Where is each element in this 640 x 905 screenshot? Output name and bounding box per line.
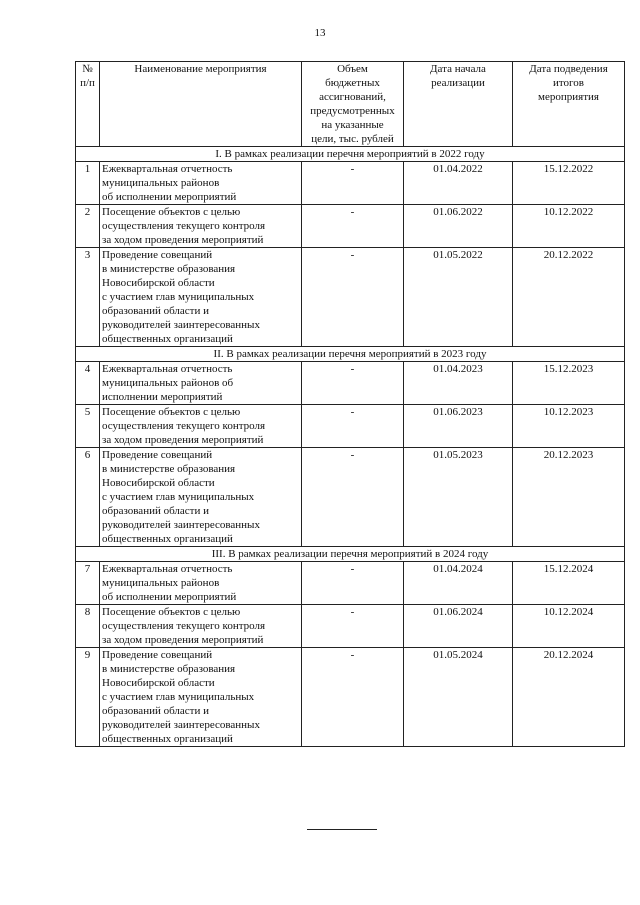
row-number: 2 <box>76 205 100 248</box>
row-number: 9 <box>76 648 100 747</box>
section-row <box>76 347 625 362</box>
table-row <box>76 448 625 547</box>
event-name: Ежеквартальная отчетность муниципальных районов об исполнении мероприятий <box>100 562 302 605</box>
budget-value: - <box>302 205 404 248</box>
table-body <box>76 147 625 747</box>
event-name: Посещение объектов с целью осуществления текущего контроля за ходом проведения мероприятий <box>100 405 302 448</box>
header-budget: Объем бюджетных ассигнований, предусмотренных на указанные цели, тыс. рублей <box>302 62 404 147</box>
row-number: 6 <box>76 448 100 547</box>
header-start-date: Дата начала реализации <box>404 62 513 147</box>
event-name: Посещение объектов с целью осуществления текущего контроля за ходом проведения мероприятий <box>100 605 302 648</box>
end-date: 10.12.2023 <box>513 405 625 448</box>
table-row <box>76 605 625 648</box>
table-row <box>76 162 625 205</box>
budget-value: - <box>302 248 404 347</box>
start-date: 01.05.2022 <box>404 248 513 347</box>
budget-value: - <box>302 648 404 747</box>
event-name: Ежеквартальная отчетность муниципальных районов об исполнении мероприятий <box>100 362 302 405</box>
end-date: 20.12.2023 <box>513 448 625 547</box>
end-date: 10.12.2024 <box>513 605 625 648</box>
header-end-date: Дата подведения итогов мероприятия <box>513 62 625 147</box>
header-num: № п/п <box>76 62 100 147</box>
section-title: I. В рамках реализации перечня мероприятий в 2022 году <box>76 147 625 162</box>
row-number: 5 <box>76 405 100 448</box>
end-date: 15.12.2022 <box>513 162 625 205</box>
event-name: Проведение совещаний в министерстве образования Новосибирской области с участием глав муниципальных образований области и руководителей заинтересованных общественных организаций <box>100 248 302 347</box>
table-row <box>76 562 625 605</box>
section-row <box>76 147 625 162</box>
table-header-row <box>76 62 625 147</box>
page-number: 13 <box>314 27 326 39</box>
start-date: 01.04.2024 <box>404 562 513 605</box>
end-date: 15.12.2023 <box>513 362 625 405</box>
event-name: Проведение совещаний в министерстве образования Новосибирской области с участием глав муниципальных образований области и руководителей заинтересованных общественных организаций <box>100 448 302 547</box>
start-date: 01.04.2022 <box>404 162 513 205</box>
table-row <box>76 648 625 747</box>
section-title: II. В рамках реализации перечня мероприятий в 2023 году <box>76 347 625 362</box>
budget-value: - <box>302 448 404 547</box>
start-date: 01.06.2024 <box>404 605 513 648</box>
table-row <box>76 205 625 248</box>
table-row <box>76 248 625 347</box>
end-date: 20.12.2024 <box>513 648 625 747</box>
footer-divider <box>307 829 377 830</box>
header-name: Наименование мероприятия <box>100 62 302 147</box>
start-date: 01.05.2024 <box>404 648 513 747</box>
budget-value: - <box>302 162 404 205</box>
budget-value: - <box>302 605 404 648</box>
table-row <box>76 405 625 448</box>
event-name: Проведение совещаний в министерстве образования Новосибирской области с участием глав муниципальных образований области и руководителей заинтересованных общественных организаций <box>100 648 302 747</box>
table-row <box>76 362 625 405</box>
start-date: 01.06.2022 <box>404 205 513 248</box>
event-name: Ежеквартальная отчетность муниципальных районов об исполнении мероприятий <box>100 162 302 205</box>
budget-value: - <box>302 405 404 448</box>
budget-value: - <box>302 362 404 405</box>
row-number: 1 <box>76 162 100 205</box>
start-date: 01.06.2023 <box>404 405 513 448</box>
end-date: 20.12.2022 <box>513 248 625 347</box>
end-date: 15.12.2024 <box>513 562 625 605</box>
end-date: 10.12.2022 <box>513 205 625 248</box>
row-number: 4 <box>76 362 100 405</box>
row-number: 8 <box>76 605 100 648</box>
start-date: 01.05.2023 <box>404 448 513 547</box>
row-number: 3 <box>76 248 100 347</box>
start-date: 01.04.2023 <box>404 362 513 405</box>
events-table <box>75 61 625 747</box>
event-name: Посещение объектов с целью осуществления текущего контроля за ходом проведения мероприятий <box>100 205 302 248</box>
section-row <box>76 547 625 562</box>
row-number: 7 <box>76 562 100 605</box>
section-title: III. В рамках реализации перечня мероприятий в 2024 году <box>76 547 625 562</box>
budget-value: - <box>302 562 404 605</box>
